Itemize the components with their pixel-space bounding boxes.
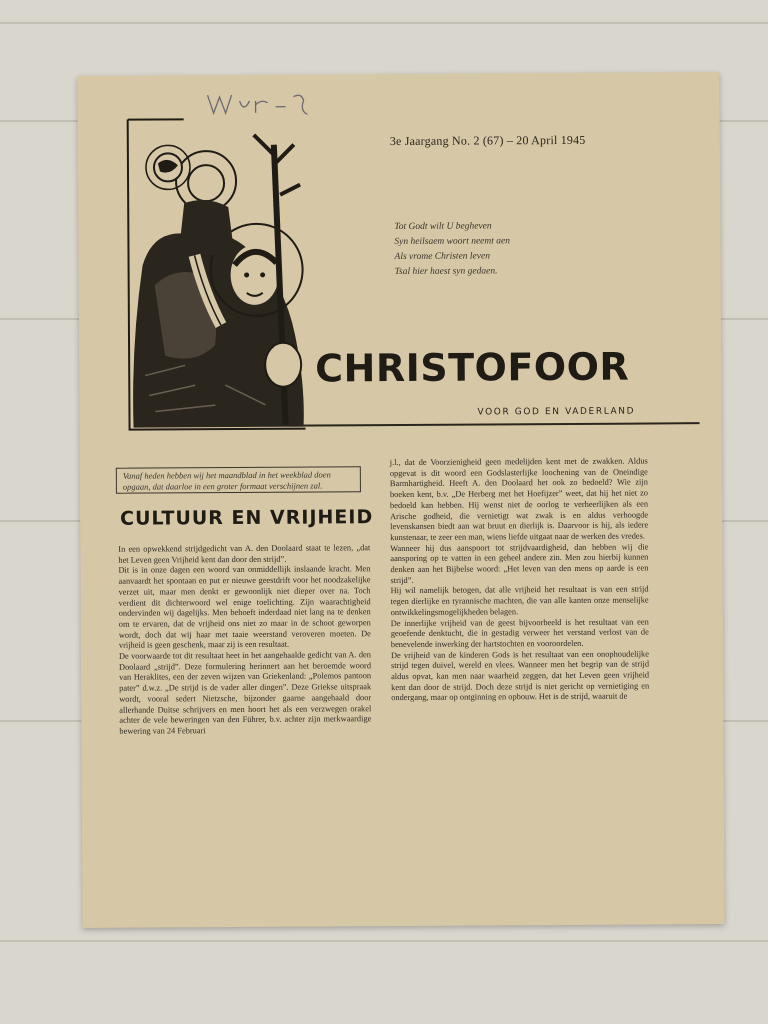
poem-line: Tot Godt wilt U begheven <box>394 221 492 233</box>
article-column-left <box>118 543 371 737</box>
paragraph: De voorwaarde tot dit resultaat heet in het aangehaalde gedicht van A. den Doolaard „strijd”. Deze formulering herinnert aan het beroemde woord van Heraklites, een der zeven wijzen van Griekenland: „Polemos pantoon pater” d.w.z. „De strijd is de vader aller dingen”. Deze Griekse uitspraak wordt, vooral sedert Nietzsche, bijzonder gaarne aangehaald door allerhande Duitse schrijvers en men hoort het als een verzwegen orakel achter de vele beweringen van den Führer, b.v. achter zijn merkwaardige bewering van 24 Februari <box>118 650 372 736</box>
paragraph: De vrijheid van de kinderen Gods is het resultaat van een onophoudelijke strijd tegen duivel, wereld en vlees. Wanneer men het begrip van de strijd aldus opvat, kan men naar waarheid zeggen, dat het Leven geen vrijheid kent dan door de strijd. Doch deze strijd is niet gericht op vernietiging en ondergang, maar op ontginning en opbouw. Het is de strijd, waaruit de <box>390 649 650 703</box>
paragraph: j.l., dat de Voorzienigheid geen medelijden kent met de zwakken. Aldus opgevat is dit woord een Godslasterlijke loochening van de Oneindige Barmhartigheid. Heeft A. den Doolaard het ook zo bedoeld? Wie zijn boeken kent, b.v. „De Herberg met het Hoefijzer” weet, dat hij het niet zo bedoeld kan hebben. Hij wenst niet de oorlog te verheerlijken als een Arische godheid, die vernietigt wat zwak is en aldus verhoogde levenskansen biedt aan wat bruut en dierlijk is. Daarvoor is hij, als iedere kunstenaar, te zeer een man, wiens liefde uitgaat naar de werken des vredes. <box>389 456 649 542</box>
poem-line: Als vrome Christen leven <box>394 251 490 263</box>
notice-box: Vanaf heden hebben wij het maandblad in het weekblad doen opgaan, dat daarloe in een groter formaat verschijnen zal. <box>116 466 361 493</box>
st-christopher-woodcut <box>124 115 316 434</box>
newspaper-subtitle: VOOR GOD EN VADERLAND <box>477 406 636 418</box>
paragraph: De innerlijke vrijheid van de geest bijvoorbeeld is het resultaat van een geoefende denktucht, die in gestadig verweer het verstand verlost van de benevelende inwerking der hartstochten en vooroordelen. <box>390 617 649 650</box>
poem-verse <box>394 218 694 280</box>
newspaper-title: CHRISTOFOOR <box>315 344 630 391</box>
plank-seam <box>0 940 768 942</box>
poem-line: Tsal hier haest syn gedaen. <box>394 266 498 278</box>
paragraph: Dit is in onze dagen een woord van onmiddellijk inslaande kracht. Men aanvaardt het spontaan en put er nieuwe geestdrift voor het noodzakelijke verzet uit, maar men denkt er gewoonlijk niet dieper over na. Toch verdient dit dichterwoord wel enige toelichting. Zijn waarachtigheid ondervinden wij dagelijks. Men behoeft inderdaad niet lang na te denken om te ervaren, dat de vrijheid ons niet zo maar in de schoot geworpen wordt, doch dat wij haar met taaie weerstand veroveren moeten. De vrijheid is geen geschenk, maar zij is een resultaat. <box>118 564 371 651</box>
poem-line: Syn heilsaem woort neemt aen <box>394 236 511 248</box>
article-column-right <box>390 456 649 704</box>
plank-seam <box>0 22 768 24</box>
newspaper-page <box>77 72 724 928</box>
paragraph: In een opwekkend strijdgedicht van A. den Doolaard staat te lezen, „dat het Leven geen Vrijheid kent dan door den strijd”. <box>118 543 371 565</box>
paragraph: Wanneer hij dus aanspoort tot strijdvaardigheid, dan hebben wij die aansporing op te vatten in een geheel andere zin. Men zou hierbij kunnen denken aan het Bijbelse woord: „Het leven van den mens op aarde is een strijd”. <box>390 542 649 585</box>
paragraph: Hij wil namelijk betogen, dat alle vrijheid het resultaat is van een strijd tegen dierlijke en tyrannische machten, die van alle kanten onze menselijke ontwikkelingsmogelijkheden belagen. <box>390 584 649 617</box>
issue-info: 3e Jaargang No. 2 (67) – 20 April 1945 <box>389 132 586 149</box>
article-title: CULTUUR EN VRIJHEID <box>120 506 374 530</box>
masthead-rule <box>290 422 700 427</box>
